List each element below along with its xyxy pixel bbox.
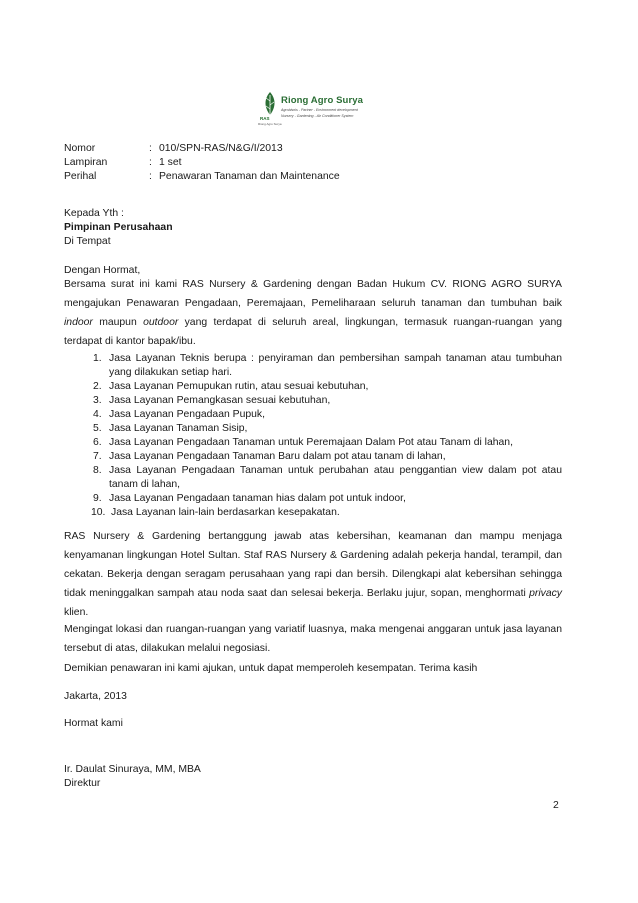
logo-name: Riong Agro Surya	[281, 95, 364, 106]
services-list	[93, 352, 562, 520]
greeting: Dengan Hormat,	[64, 265, 141, 276]
list-text: Jasa Layanan Pengadaan Tanaman untuk Peremajaan Dalam Pot atau Tanam di lahan,	[109, 437, 513, 448]
responsibility-text-2: klien.	[64, 607, 89, 618]
list-item	[93, 436, 562, 450]
list-text: Jasa Layanan Tanaman Sisip,	[109, 423, 248, 434]
intro-italic-indoor: indoor	[64, 317, 93, 328]
meta-value: 1 set	[159, 157, 182, 168]
list-number: 3.	[93, 395, 102, 406]
intro-italic-outdoor: outdoor	[143, 317, 179, 328]
signer-name: Ir. Daulat Sinuraya, MM, MBA	[64, 764, 201, 775]
budget-paragraph: Mengingat lokasi dan ruangan-ruangan yang variatif luasnya, maka mengenai anggaran untuk jasa layanan tersebut di atas, dilakukan melalui negosiasi.	[64, 624, 562, 654]
list-item	[93, 506, 562, 520]
list-number: 10.	[91, 507, 106, 518]
list-item	[93, 450, 562, 464]
recipient-name: Pimpinan Perusahaan	[64, 222, 173, 233]
list-text: Jasa Layanan Pengadaan Tanaman untuk perubahan atau penggantian view dalam pot atau tanam di lahan,	[109, 465, 562, 490]
list-number: 4.	[93, 409, 102, 420]
list-number: 2.	[93, 381, 102, 392]
list-text: Jasa Layanan lain-lain berdasarkan kesepakatan.	[111, 507, 340, 518]
page-number: 2	[553, 800, 559, 811]
logo-mark-text: RAS	[260, 116, 270, 121]
list-item	[93, 422, 562, 436]
meta-value: Penawaran Tanaman dan Maintenance	[159, 171, 340, 182]
regards: Hormat kami	[64, 718, 123, 729]
list-item	[93, 464, 562, 492]
meta-separator: :	[149, 171, 152, 182]
list-number: 5.	[93, 423, 102, 434]
logo-subtitle-1: Agrobisnis - Partner - Environment development	[281, 108, 358, 112]
list-number: 1.	[93, 353, 102, 364]
intro-paragraph	[64, 275, 562, 351]
meta-separator: :	[149, 143, 152, 154]
meta-label: Perihal	[64, 171, 97, 182]
intro-text-3: yang terdapat di seluruh areal, lingkungan, termasuk ruangan-ruangan yang terdapat di kantor bapak/ibu.	[64, 317, 563, 347]
responsibility-italic-privacy: privacy	[529, 588, 562, 599]
list-number: 6.	[93, 437, 102, 448]
company-logo	[257, 89, 381, 129]
list-item	[93, 394, 562, 408]
list-text: Jasa Layanan Pengadaan tanaman hias dalam pot untuk indoor,	[109, 493, 406, 504]
responsibility-paragraph	[64, 527, 562, 622]
list-text: Jasa Layanan Pemangkasan sesuai kebutuhan,	[109, 395, 331, 406]
meta-value: 010/SPN-RAS/N&G/I/2013	[159, 143, 283, 154]
closing-line: Demikian penawaran ini kami ajukan, untuk dapat memperoleh kesempatan. Terima kasih	[64, 663, 478, 674]
logo-subtitle-2: Nursery - Gardening - Air Conditioner System	[281, 114, 354, 118]
intro-text-1: Bersama surat ini kami RAS Nursery & Gardening dengan Badan Hukum CV. RIONG AGRO SURYA mengajukan Penawaran Pengadaan, Peremajaan, Pemeliharaan seluruh tanaman dan tumbuhan baik	[64, 279, 562, 309]
list-number: 9.	[93, 493, 102, 504]
letter-date: Jakarta, 2013	[64, 691, 127, 702]
recipient-place: Di Tempat	[64, 236, 111, 247]
list-text: Jasa Layanan Teknis berupa : penyiraman dan pembersihan sampah tanaman atau tumbuhan yang dilakukan setiap hari.	[109, 353, 562, 378]
list-item	[93, 492, 562, 506]
meta-separator: :	[149, 157, 152, 168]
list-text: Jasa Layanan Pengadaan Tanaman Baru dalam pot atau tanam di lahan,	[109, 451, 446, 462]
intro-text-2: maupun	[92, 317, 144, 328]
list-text: Jasa Layanan Pengadaan Pupuk,	[109, 409, 265, 420]
logo-tagline: Riong Agro Surya	[258, 122, 282, 126]
list-item	[93, 408, 562, 422]
meta-label: Lampiran	[64, 157, 108, 168]
responsibility-text-1: RAS Nursery & Gardening bertanggung jawab atas kebersihan, keamanan dan mampu menjaga kenyamanan lingkungan Hotel Sultan. Staf RAS Nursery & Gardening adalah pekerja handal, terampil, dan cekatan. Bekerja dengan seragam perusahaan yang rapi dan bersih. Dilengkapi alat kebersihan sehingga tidak meninggalkan sampah atau noda saat dan selesai bekerja. Berlaku jujur, sopan, menghormati	[64, 531, 562, 599]
list-item	[93, 380, 562, 394]
list-number: 7.	[93, 451, 102, 462]
list-number: 8.	[93, 465, 102, 476]
list-item	[93, 352, 562, 380]
recipient-to: Kepada Yth :	[64, 208, 124, 219]
signer-title: Direktur	[64, 778, 101, 789]
meta-label: Nomor	[64, 143, 96, 154]
list-text: Jasa Layanan Pemupukan rutin, atau sesuai kebutuhan,	[109, 381, 369, 392]
